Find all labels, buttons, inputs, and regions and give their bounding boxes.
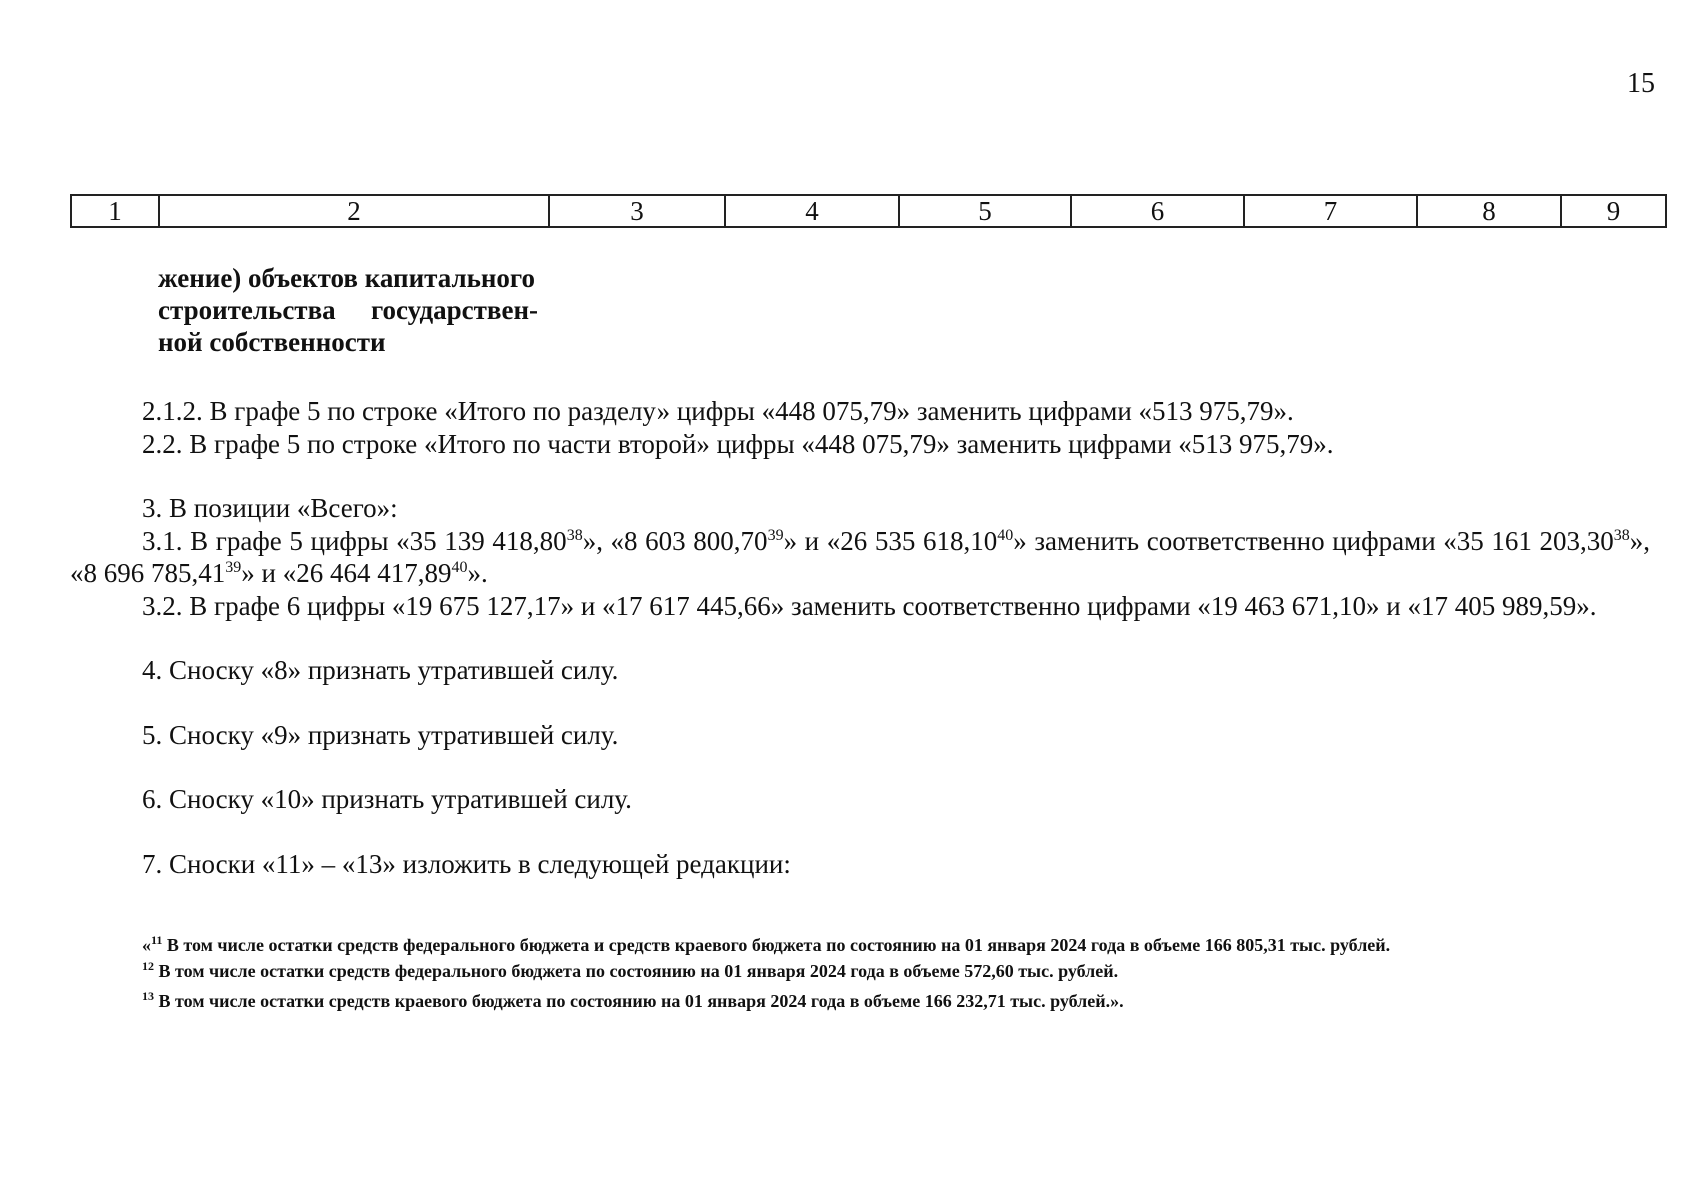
paragraph-3-1: 3.1. В графе 5 цифры «35 139 418,80$^{38}$», «8 603 800,70$^{39}$» и «26 535 618,10$^{40}$» заменить соответственно цифрами «35 161 203,30$^{38}$», «8 696 785,41$^{39}$» и «26 464 417,89$^{40}$».: [70, 525, 1651, 588]
footnote-mark: 13: [142, 989, 154, 1003]
footnote-12: $^{12}$ В том числе остатки средств федерального бюджета по состоянию на 01 января 2024 года в объеме 572,60 тыс. рублей.: [142, 959, 1119, 981]
column-number-cell: 7: [1244, 195, 1417, 227]
column-number-header-table: [70, 194, 1667, 228]
footnote-11: «$^{11}$ В том числе остатки средств федерального бюджета и средств краевого бюджета по состоянию на 01 января 2024 года в объеме 166 805,31 тыс. рублей.: [142, 933, 1391, 955]
column-number-cell: 4: [725, 195, 899, 227]
footnote-ref: 38: [1613, 526, 1630, 544]
paragraph-3-intro: 3. В позиции «Всего»:: [142, 493, 398, 523]
column-number-cell: 3: [549, 195, 725, 227]
column-number-cell: 8: [1417, 195, 1561, 227]
footnote-ref: 38: [566, 526, 583, 544]
footnotes-block: [142, 932, 1662, 1014]
paragraph-4: 4. Сноску «8» признать утратившей силу.: [142, 655, 619, 685]
footnote-ref: 40: [451, 559, 468, 576]
footnote-13: $^{13}$ В том числе остатки средств краевого бюджета по состоянию на 01 января 2024 года в объеме 166 232,71 тыс. рублей.».: [142, 989, 1124, 1011]
footnote-mark: 11: [151, 933, 163, 947]
footnote-ref: 39: [767, 526, 784, 544]
paragraph-3-2: 3.2. В графе 6 цифры «19 675 127,17» и «17 617 445,66» заменить соответственно цифрами «19 463 671,10» и «17 405 989,59».: [142, 590, 1597, 621]
column-number-cell: 6: [1071, 195, 1244, 227]
column-number-cell: 1: [71, 195, 159, 227]
paragraph-2-1-2: 2.1.2. В графе 5 по строке «Итого по разделу» цифры «448 075,79» заменить цифрами «513 975,79».: [142, 396, 1294, 426]
column-number-cell: 9: [1561, 195, 1666, 227]
amendment-text: [70, 395, 1650, 880]
paragraph-7: 7. Сноски «11» – «13» изложить в следующей редакции:: [142, 848, 791, 879]
page-number: 15: [1627, 68, 1655, 99]
column-number-cell: 5: [899, 195, 1071, 227]
continuation-line: жение) объектов капитального: [158, 263, 536, 293]
column-number-row: [71, 195, 1666, 227]
continuation-line: ной собственности: [158, 327, 386, 357]
continuation-line: строительства государствен-: [158, 295, 538, 325]
paragraph-5: 5. Сноску «9» признать утратившей силу.: [142, 719, 619, 750]
table-cell-continuation: [158, 262, 538, 358]
paragraph-6: 6. Сноску «10» признать утратившей силу.: [142, 784, 632, 814]
column-number-cell: 2: [159, 195, 549, 227]
footnote-mark: 12: [142, 959, 154, 973]
paragraph-2-2: 2.2. В графе 5 по строке «Итого по части второй» цифры «448 075,79» заменить цифрами «513 975,79».: [142, 428, 1334, 459]
footnote-ref: 39: [225, 559, 242, 576]
footnote-ref: 40: [997, 526, 1014, 544]
